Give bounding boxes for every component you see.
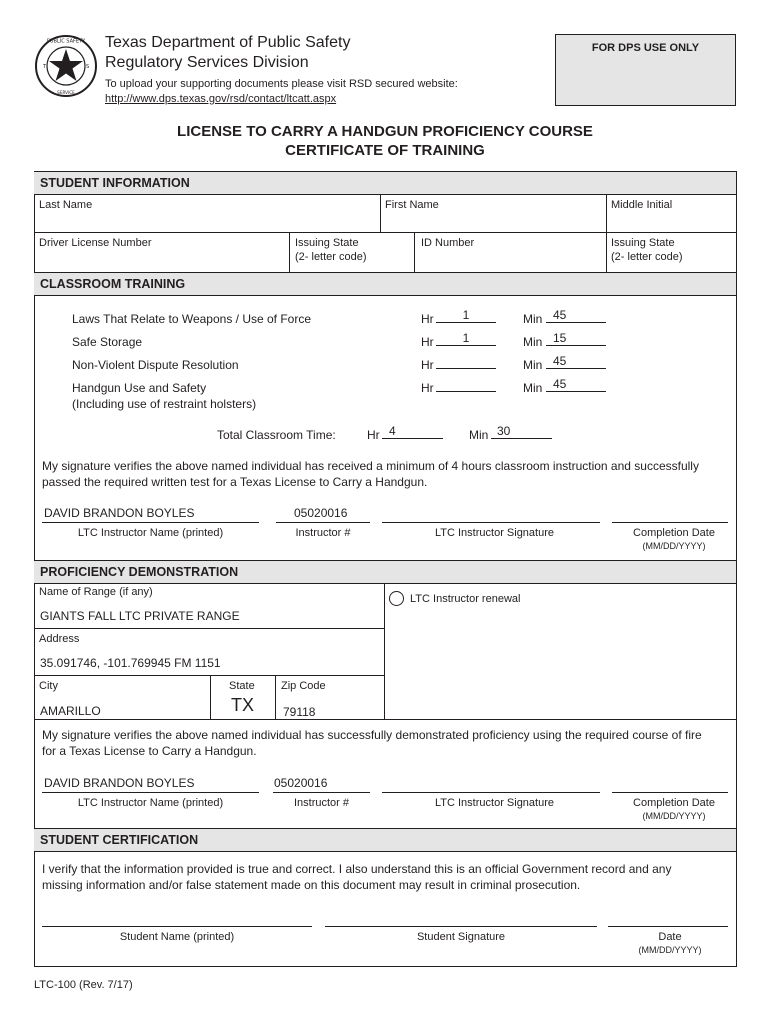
city-label: City [39, 680, 58, 692]
hr-label: Hr [421, 381, 434, 395]
hr-value-storage[interactable]: 1 [462, 331, 470, 345]
upload-note: To upload your supporting documents please visit RSD secured website: [105, 78, 458, 90]
min-label: Min [523, 358, 543, 372]
proficiency-verify-line2: for a Texas License to Carry a Handgun. [42, 744, 257, 758]
instructor-renewal-label: LTC Instructor renewal [410, 593, 521, 605]
total-hr-label: Hr [367, 428, 380, 442]
hr-label: Hr [421, 335, 434, 349]
hr-label: Hr [421, 358, 434, 372]
city-value[interactable]: AMARILLO [40, 704, 101, 718]
topic-label-dispute: Non-Violent Dispute Resolution [72, 358, 239, 372]
id-number-field[interactable] [415, 234, 605, 270]
division-name: Regulatory Services Division [105, 54, 309, 71]
min-label: Min [523, 381, 543, 395]
classroom-verify-line1: My signature verifies the above named individual has received a minimum of 4 hours classroom instruction and successfully [42, 459, 699, 473]
caption-completion-date: Completion Date [633, 797, 715, 809]
last-name-label: Last Name [39, 199, 93, 211]
topic-label-handgun: Handgun Use and Safety [72, 381, 207, 395]
caption-instructor-signature: LTC Instructor Signature [434, 527, 554, 539]
address-value[interactable]: 35.091746, -101.769945 FM 1151 [40, 656, 221, 670]
hr-value-laws[interactable]: 1 [462, 308, 470, 322]
min-value-dispute[interactable]: 45 [553, 354, 567, 368]
hr-label: Hr [421, 312, 434, 326]
caption-completion-date: Completion Date [633, 527, 715, 539]
caption-instructor-name: LTC Instructor Name (printed) [77, 527, 224, 539]
student-name-field[interactable] [42, 908, 312, 926]
id-number-label: ID Number [421, 237, 475, 249]
issuing-state-label-1: Issuing State [295, 237, 359, 249]
svg-text:T: T [43, 64, 47, 70]
caption-student-date-format: (MM/DD/YYYY) [638, 945, 702, 955]
min-label: Min [523, 312, 543, 326]
dps-seal-logo [34, 34, 98, 98]
total-hr-value[interactable]: 4 [389, 424, 396, 438]
min-value-storage[interactable]: 15 [553, 331, 567, 345]
issuing-state-sub-2: (2- letter code) [611, 251, 683, 263]
caption-date-format: (MM/DD/YYYY) [642, 811, 706, 821]
instructor-renewal-radio[interactable] [389, 591, 404, 606]
form-title-line1: LICENSE TO CARRY A HANDGUN PROFICIENCY COURSE [177, 123, 593, 140]
topic-label-storage: Safe Storage [72, 335, 143, 349]
student-info-header [34, 171, 736, 195]
state-label: State [229, 680, 255, 692]
student-cert-line1: I verify that the information provided is true and correct. I also understand this is an official Government record and any [42, 862, 672, 876]
dps-use-only-box [555, 34, 736, 106]
total-min-label: Min [469, 428, 489, 442]
zip-value[interactable]: 79118 [283, 705, 316, 719]
zip-label: Zip Code [281, 680, 326, 692]
total-min-value[interactable]: 30 [497, 424, 511, 438]
form-id: LTC-100 (Rev. 7/17) [34, 979, 133, 991]
issuing-state-sub-1: (2- letter code) [295, 251, 367, 263]
classroom-training-header [34, 272, 736, 296]
classroom-completion-date[interactable] [612, 504, 728, 522]
last-name-field[interactable] [35, 196, 380, 232]
svg-text:SERVICE: SERVICE [57, 90, 75, 95]
svg-text:S: S [86, 64, 90, 70]
svg-text:PUBLIC SAFETY: PUBLIC SAFETY [46, 38, 86, 45]
middle-initial-label: Middle Initial [611, 199, 673, 211]
middle-initial-field[interactable] [607, 196, 735, 232]
first-name-field[interactable] [381, 196, 605, 232]
range-name-label: Name of Range (if any) [39, 586, 153, 598]
min-label: Min [523, 335, 543, 349]
student-cert-line2: missing information and/or false statement made on this document may result in criminal prosecution. [42, 878, 581, 892]
proficiency-instructor-number[interactable]: 05020016 [274, 776, 328, 790]
rsd-website-link[interactable]: http://www.dps.texas.gov/rsd/contact/ltcatt.aspx [105, 93, 337, 105]
caption-student-name: Student Name (printed) [119, 931, 235, 943]
total-classroom-label: Total Classroom Time: [217, 428, 336, 442]
issuing-state-label-2: Issuing State [611, 237, 675, 249]
classroom-instructor-name[interactable]: DAVID BRANDON BOYLES [44, 506, 195, 520]
topic-sublabel-handgun: (Including use of restraint holsters) [72, 397, 257, 411]
student-date-field[interactable] [608, 908, 728, 926]
classroom-verify-line2: passed the required written test for a Texas License to Carry a Handgun. [42, 475, 428, 489]
state-value[interactable]: TX [231, 695, 255, 715]
proficiency-heading: PROFICIENCY DEMONSTRATION [40, 565, 239, 579]
caption-instructor-number: Instructor # [295, 527, 351, 539]
caption-instructor-name: LTC Instructor Name (printed) [77, 797, 224, 809]
student-info-heading: STUDENT INFORMATION [40, 176, 190, 190]
min-value-laws[interactable]: 45 [553, 308, 567, 322]
student-signature-field[interactable] [325, 908, 597, 926]
caption-instructor-number: Instructor # [293, 797, 350, 809]
caption-student-date: Date [658, 931, 682, 943]
driver-license-field[interactable] [35, 234, 288, 270]
student-cert-heading: STUDENT CERTIFICATION [40, 833, 199, 847]
proficiency-verify-line1: My signature verifies the above named individual has successfully demonstrated proficiency using the required course of fire [42, 728, 702, 742]
caption-instructor-signature: LTC Instructor Signature [434, 797, 554, 809]
student-cert-header [34, 828, 736, 852]
dps-use-only-label: FOR DPS USE ONLY [591, 42, 700, 54]
caption-date-format: (MM/DD/YYYY) [642, 541, 706, 551]
classroom-instructor-number[interactable]: 05020016 [294, 506, 348, 520]
agency-name: Texas Department of Public Safety [105, 34, 351, 51]
proficiency-instructor-name[interactable]: DAVID BRANDON BOYLES [44, 776, 195, 790]
form-title-line2: CERTIFICATE OF TRAINING [285, 142, 485, 159]
caption-student-signature: Student Signature [416, 931, 506, 943]
classroom-instructor-signature[interactable] [382, 504, 600, 522]
driver-license-label: Driver License Number [39, 237, 152, 249]
proficiency-instructor-signature[interactable] [382, 774, 600, 792]
min-value-handgun[interactable]: 45 [553, 377, 567, 391]
proficiency-header [34, 560, 736, 584]
range-name-value[interactable]: GIANTS FALL LTC PRIVATE RANGE [40, 609, 240, 623]
classroom-training-heading: CLASSROOM TRAINING [40, 277, 186, 291]
proficiency-completion-date[interactable] [612, 774, 728, 792]
address-label: Address [39, 633, 80, 645]
first-name-label: First Name [385, 199, 439, 211]
topic-label-laws: Laws That Relate to Weapons / Use of Force [72, 312, 312, 326]
